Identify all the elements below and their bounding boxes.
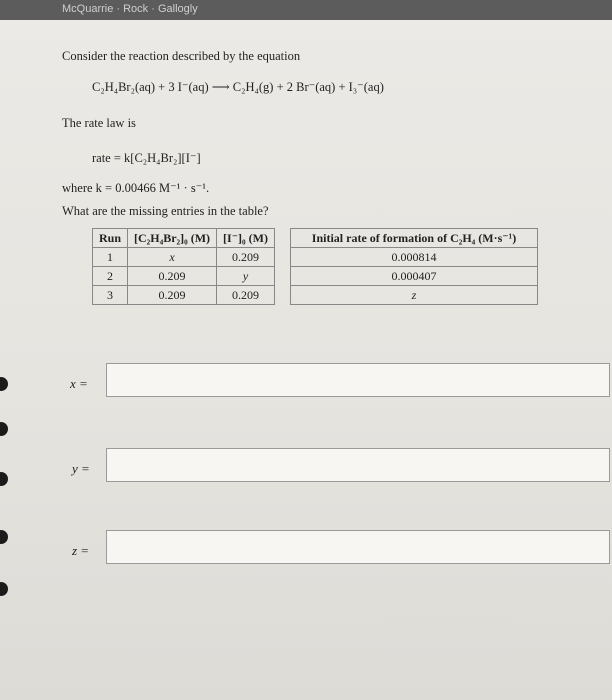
header-rate: Initial rate of formation of C₂H₄ (M·s⁻¹) bbox=[291, 229, 538, 248]
table-cell: z bbox=[291, 286, 538, 305]
answer-input-x[interactable] bbox=[106, 363, 610, 397]
table-cell: 0.209 bbox=[128, 286, 217, 305]
table-cell: 0.000407 bbox=[291, 267, 538, 286]
rate-law-label: The rate law is bbox=[62, 116, 136, 130]
table-cell: 3 bbox=[93, 286, 128, 305]
brand-text: McQuarrie · Rock · Gallogly bbox=[62, 3, 198, 15]
top-bar bbox=[0, 0, 612, 20]
reaction-equation: C₂H₄Br₂(aq) + 3 I⁻(aq) ⟶ C₂H₄(g) + 2 Br⁻(aq) + I₃⁻(aq) bbox=[92, 80, 384, 94]
table-cell: 2 bbox=[93, 267, 128, 286]
header-run: Run bbox=[93, 229, 128, 248]
question-intro: Consider the reaction described by the equation bbox=[62, 49, 301, 63]
table-cell: 1 bbox=[93, 248, 128, 267]
table-cell: y bbox=[217, 267, 275, 286]
table-cell: x bbox=[128, 248, 217, 267]
header-c2h4br2: [C₂H₄Br₂]₀ (M) bbox=[128, 229, 217, 248]
rate-constant-text: where k = 0.00466 M⁻¹ · s⁻¹. bbox=[62, 181, 210, 195]
data-table-right bbox=[290, 228, 538, 305]
bullet-dot bbox=[0, 582, 8, 596]
bullet-dot bbox=[0, 530, 8, 544]
rate-law: rate = k[C₂H₄Br₂][I⁻] bbox=[92, 151, 201, 165]
answer-label-z: z = bbox=[72, 543, 90, 558]
table-cell: 0.209 bbox=[128, 267, 217, 286]
answer-input-z[interactable] bbox=[106, 530, 610, 564]
question-prompt: What are the missing entries in the table? bbox=[62, 204, 269, 218]
answer-label-y: y = bbox=[72, 461, 90, 476]
header-iodide: [I⁻]₀ (M) bbox=[217, 229, 275, 248]
data-table-left bbox=[92, 228, 275, 305]
answer-input-y[interactable] bbox=[106, 448, 610, 482]
table-cell: 0.000814 bbox=[291, 248, 538, 267]
bullet-dot bbox=[0, 377, 8, 391]
answer-label-x: x = bbox=[70, 376, 88, 391]
table-cell: 0.209 bbox=[217, 248, 275, 267]
bullet-dot bbox=[0, 472, 8, 486]
bullet-dot bbox=[0, 422, 8, 436]
table-cell: 0.209 bbox=[217, 286, 275, 305]
